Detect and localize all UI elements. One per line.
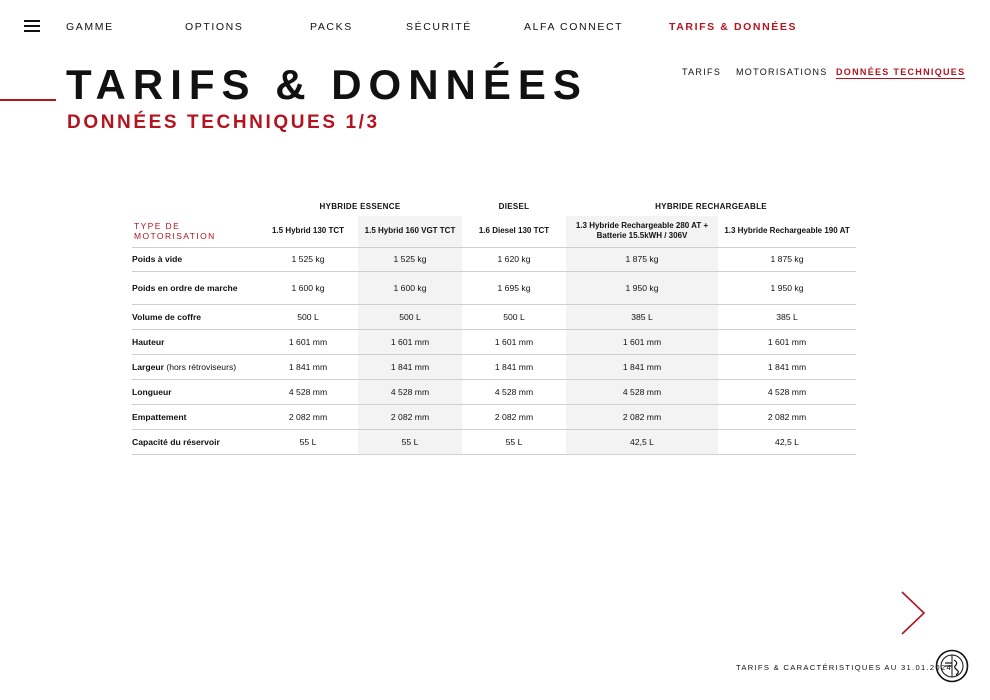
table-cell: 4 528 mm — [462, 379, 566, 404]
row-label-text: Empattement — [132, 411, 187, 422]
table-cell: 1 600 kg — [358, 271, 462, 304]
table-cell: 1 875 kg — [718, 247, 856, 271]
table-cell: 385 L — [718, 304, 856, 329]
table-cell: 1 841 mm — [358, 354, 462, 379]
table-cell: 1 525 kg — [358, 247, 462, 271]
table-row — [132, 271, 856, 304]
page-subtitle: DONNÉES TECHNIQUES 1/3 — [67, 112, 380, 133]
technical-data-body — [132, 247, 856, 454]
model-header: 1.5 Hybrid 160 VGT TCT — [358, 216, 462, 247]
row-label-note: (hors rétroviseurs) — [166, 361, 237, 372]
page-title: TARIFS & DONNÉES — [66, 61, 588, 108]
table-row — [132, 404, 856, 429]
table-cell: 1 875 kg — [566, 247, 718, 271]
row-label-text: Largeur — [132, 361, 164, 372]
model-header-row — [132, 216, 856, 247]
table-cell: 1 841 mm — [718, 354, 856, 379]
row-label — [132, 271, 258, 304]
technical-data-table — [132, 196, 856, 455]
row-label-text: Volume de coffre — [132, 311, 202, 322]
table-cell: 1 695 kg — [462, 271, 566, 304]
chevron-right-icon[interactable] — [898, 590, 928, 636]
table-cell: 4 528 mm — [258, 379, 358, 404]
table-cell: 500 L — [258, 304, 358, 329]
table-cell: 2 082 mm — [718, 404, 856, 429]
row-label — [132, 429, 258, 454]
nav-item-options[interactable]: OPTIONS — [185, 21, 244, 33]
group-header-hybride-essence: HYBRIDE ESSENCE — [319, 201, 401, 211]
subnav-item-tarifs[interactable]: TARIFS — [682, 67, 722, 77]
row-label-text: Hauteur — [132, 336, 165, 347]
table-row — [132, 354, 856, 379]
model-header: 1.6 Diesel 130 TCT — [462, 216, 566, 247]
table-cell: 1 601 mm — [566, 329, 718, 354]
table-cell: 1 600 kg — [258, 271, 358, 304]
model-header: 1.5 Hybrid 130 TCT — [258, 216, 358, 247]
group-header-spacer — [132, 196, 258, 216]
row-label — [132, 404, 258, 429]
group-header-diesel: DIESEL — [498, 201, 530, 211]
row-label — [132, 354, 258, 379]
table-cell: 2 082 mm — [462, 404, 566, 429]
table-cell: 55 L — [258, 429, 358, 454]
table-cell: 55 L — [462, 429, 566, 454]
table-cell: 1 601 mm — [258, 329, 358, 354]
table-cell: 1 841 mm — [258, 354, 358, 379]
model-header: 1.3 Hybride Rechargeable 190 AT — [718, 216, 856, 247]
table-row — [132, 379, 856, 404]
table-cell: 385 L — [566, 304, 718, 329]
table-row — [132, 247, 856, 271]
top-navigation — [0, 21, 990, 35]
table-cell: 1 950 kg — [718, 271, 856, 304]
row-label-text: Poids en ordre de marche — [132, 282, 238, 293]
nav-item-alfa-connect[interactable]: ALFA CONNECT — [524, 21, 624, 33]
table-cell: 42,5 L — [566, 429, 718, 454]
table-cell: 1 950 kg — [566, 271, 718, 304]
table-row — [132, 429, 856, 454]
table-cell: 1 525 kg — [258, 247, 358, 271]
table-cell: 1 601 mm — [462, 329, 566, 354]
table-cell: 1 841 mm — [566, 354, 718, 379]
table-cell: 2 082 mm — [258, 404, 358, 429]
nav-item-securite[interactable]: SÉCURITÉ — [406, 21, 472, 33]
table-cell: 1 601 mm — [358, 329, 462, 354]
table-cell: 500 L — [462, 304, 566, 329]
table-cell: 55 L — [358, 429, 462, 454]
table-row — [132, 329, 856, 354]
row-label — [132, 329, 258, 354]
row-label — [132, 247, 258, 271]
table-cell: 1 620 kg — [462, 247, 566, 271]
table-cell: 4 528 mm — [566, 379, 718, 404]
model-header: 1.3 Hybride Rechargeable 280 AT + Batterie 15.5kWH / 306V — [566, 216, 718, 247]
table-cell: 2 082 mm — [566, 404, 718, 429]
table-row — [132, 304, 856, 329]
table-cell: 4 528 mm — [718, 379, 856, 404]
title-accent-rule — [0, 99, 56, 101]
row-label — [132, 304, 258, 329]
nav-item-gamme[interactable]: GAMME — [66, 21, 114, 33]
row-label — [132, 379, 258, 404]
nav-item-tarifs-donnees[interactable]: TARIFS & DONNÉES — [669, 21, 798, 33]
table-cell: 4 528 mm — [358, 379, 462, 404]
row-label-text: Poids à vide — [132, 254, 183, 264]
table-cell: 1 601 mm — [718, 329, 856, 354]
subnav-item-donnees-techniques[interactable]: DONNÉES TECHNIQUES — [836, 67, 966, 77]
type-motorisation-label: TYPE DE MOTORISATION — [132, 216, 258, 247]
table-cell: 500 L — [358, 304, 462, 329]
row-label-text: Longueur — [132, 386, 172, 397]
group-header-row — [132, 196, 856, 216]
table-cell: 42,5 L — [718, 429, 856, 454]
table-cell: 1 841 mm — [462, 354, 566, 379]
group-header-hybride-rechargeable: HYBRIDE RECHARGEABLE — [655, 201, 767, 211]
subnav-item-motorisations[interactable]: MOTORISATIONS — [736, 67, 828, 77]
row-label-text: Capacité du réservoir — [132, 436, 220, 447]
alfa-romeo-logo-icon — [935, 649, 969, 683]
nav-item-packs[interactable]: PACKS — [310, 21, 353, 33]
table-cell: 2 082 mm — [358, 404, 462, 429]
footer-date-note: TARIFS & CARACTÉRISTIQUES AU 31.01.2024 — [736, 663, 952, 672]
